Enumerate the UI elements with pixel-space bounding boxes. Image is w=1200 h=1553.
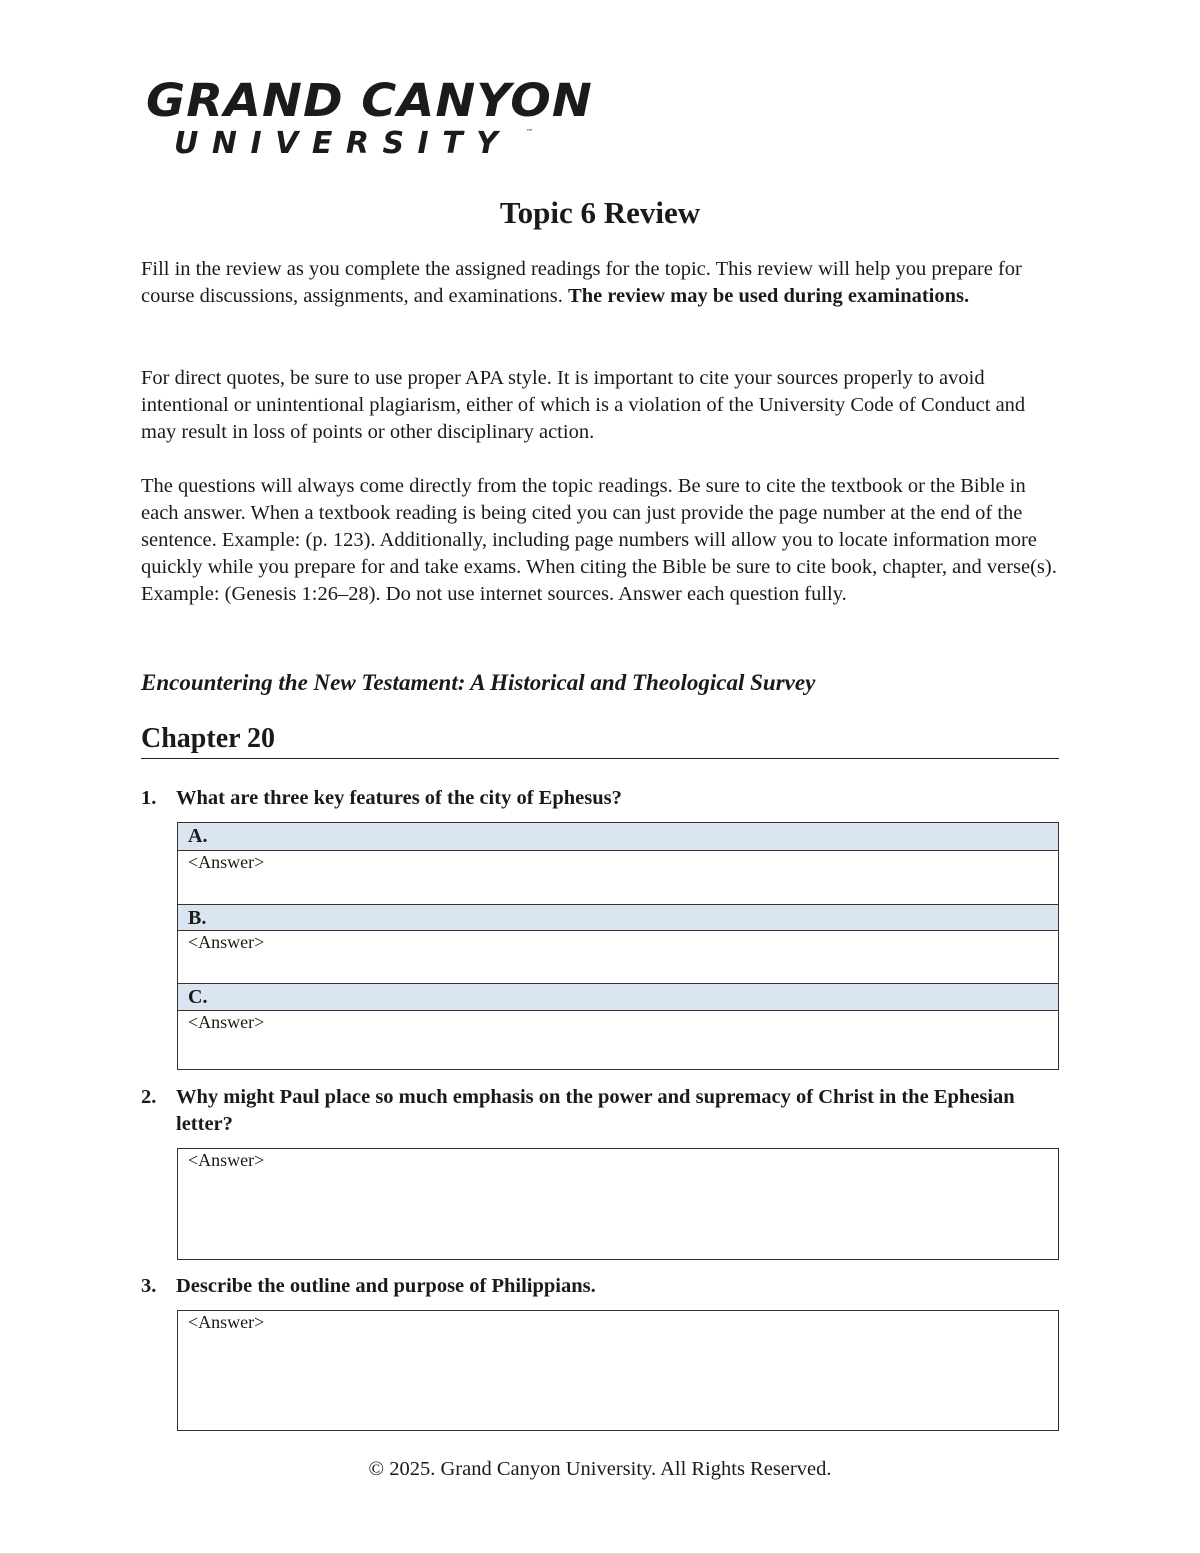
chapter-heading: Chapter 20 (141, 720, 1059, 759)
part-b-answer-field[interactable]: <Answer> (178, 931, 1058, 984)
part-a-answer-field[interactable]: <Answer> (178, 851, 1058, 905)
question-number: 3. (141, 1275, 157, 1297)
part-b-label: B. (178, 905, 1058, 931)
intro-paragraph-2: For direct quotes, be sure to use proper APA style. It is important to cite your sources properly to avoid intentional or unintentional plagiarism, either of which is a violation of the University Code of Conduct and may result in loss of points or other disciplinary action. (141, 367, 1026, 443)
book-title: Encountering the New Testament: A Historical and Theological Survey (141, 670, 816, 695)
university-logo (146, 74, 593, 162)
copyright-footer: © 2025. Grand Canyon University. All Rights Reserved. (368, 1458, 832, 1480)
question-text: Why might Paul place so much emphasis on the power and supremacy of Christ in the Ephesian letter? (176, 1086, 1015, 1135)
part-c-label: C. (178, 984, 1058, 1011)
question-text: Describe the outline and purpose of Philippians. (176, 1275, 596, 1297)
intro-paragraph-3: The questions will always come directly from the topic readings. Be sure to cite the textbook or the Bible in each answer. When a textbook reading is being cited you can just provide the page number at the end of the sentence. Example: (p. 123). Additionally, including page numbers will allow you to locate information more quickly while you prepare for and take exams. When citing the Bible be sure to cite book, chapter, and verse(s). Example: (Genesis 1:26–28). Do not use internet sources. Answer each question fully. (141, 475, 1057, 605)
question-3-answer-field[interactable]: <Answer> (177, 1310, 1059, 1431)
intro-paragraph-1-bold: The review may be used during examinations. (568, 285, 970, 307)
question-number: 2. (141, 1086, 157, 1108)
question-2-answer-field[interactable]: <Answer> (177, 1148, 1059, 1260)
question-1-answer-table (177, 822, 1059, 1070)
intro-paragraph-1 (141, 256, 1061, 310)
part-c-answer-field[interactable]: <Answer> (188, 1012, 265, 1032)
intro-paragraph-1-text: Fill in the review as you complete the assigned readings for the topic. This review will help you prepare for course discussions, assignments, and examinations. (141, 258, 1022, 307)
question-text: What are three key features of the city of Ephesus? (176, 787, 622, 809)
question-number: 1. (141, 787, 157, 809)
part-a-label: A. (178, 823, 1058, 851)
logo-trademark: ™ (526, 128, 533, 136)
logo-line-university: UNIVERSITY (174, 126, 512, 161)
logo-line-grand-canyon: GRAND CANYON (146, 74, 593, 127)
page-title: Topic 6 Review (499, 195, 701, 230)
